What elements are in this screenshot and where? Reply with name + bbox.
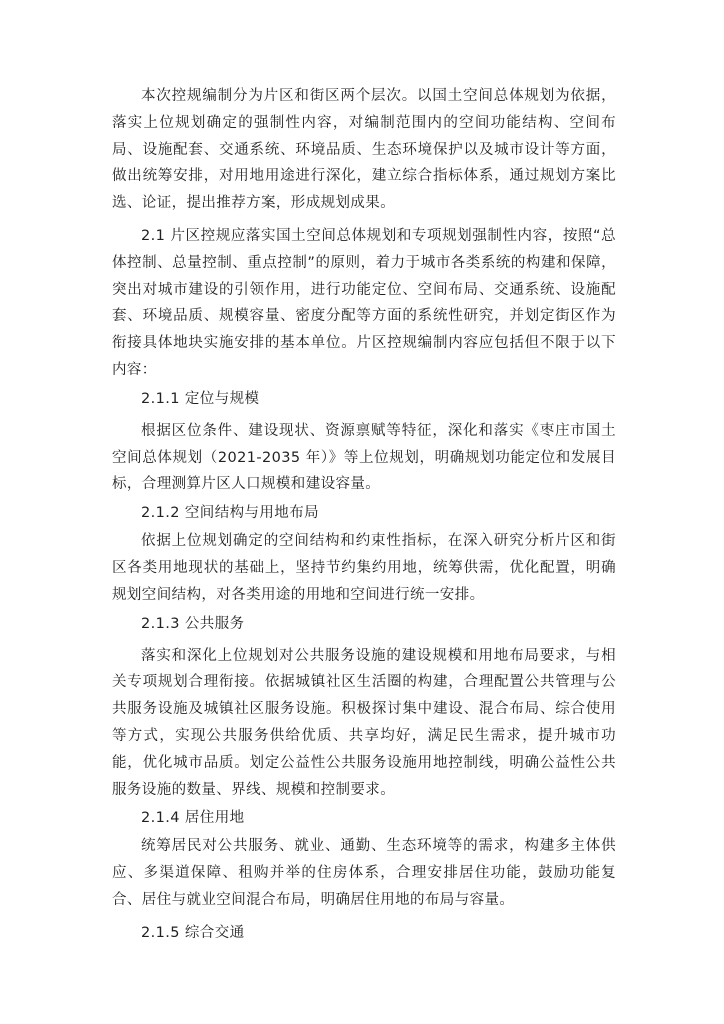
- section-heading-2-1-3: 2.1.3 公共服务: [141, 615, 245, 632]
- section-heading-2-1-2: 2.1.2 空间结构与用地布局: [141, 505, 320, 522]
- section-heading-2-1-1: 2.1.1 定位与规模: [141, 390, 260, 407]
- intro-paragraph: 本次控规编制分为片区和街区两个层次。以国土空间总体规划为依据，落实上位规划确定的强制性内容，对编制范围内的空间功能结构、空间布局、设施配套、交通系统、环境品质、生态环境保护以及城市设计等方面，做出统筹安排，对用地用途进行深化，建立综合指标体系，通过规划方案比选、论证，提出推荐方案，形成规划成果。: [112, 88, 616, 212]
- section-body-2-1-1: 根据区位条件、建设现状、资源禀赋等特征，深化和落实《枣庄市国土空间总体规划（2021-2035 年）》等上位规划，明确规划功能定位和发展目标，合理测算片区人口规模和建设容量。: [112, 422, 616, 493]
- section-heading-2-1-4: 2.1.4 居住用地: [141, 810, 245, 827]
- document-body: [112, 83, 616, 948]
- section-body-2-1-4: 统筹居民对公共服务、就业、通勤、生态环境等的需求，构建多主体供应、多渠道保障、租购并举的住房体系，合理安排居住功能，鼓励功能复合、居住与就业空间混合布局，明确居住用地的布局与容量。: [112, 838, 616, 908]
- section-2-1-paragraph: 2.1 片区控规应落实国土空间总体规划和专项规划强制性内容，按照“总体控制、总量控制、重点控制”的原则，着力于城市各类系统的构建和保障，突出对城市建设的引领作用，进行功能定位、空间布局、交通系统、设施配套、环境品质、规模容量、密度分配等方面的系统性研究，并划定街区作为衔接具体地块实施安排的基本单位。片区控规编制内容应包括但不限于以下内容：: [112, 227, 616, 378]
- section-body-2-1-2: 依据上位规划确定的空间结构和约束性指标，在深入研究分析片区和街区各类用地现状的基础上，坚持节约集约用地，统筹供需，优化配置，明确规划空间结构，对各类用途的用地和空间进行统一安排。: [112, 533, 616, 603]
- section-heading-2-1-5: 2.1.5 综合交通: [141, 924, 245, 941]
- section-body-2-1-3: 落实和深化上位规划对公共服务设施的建设规模和用地布局要求，与相关专项规划合理衔接。依据城镇社区生活圈的构建，合理配置公共管理与公共服务设施及城镇社区服务设施。积极探讨集中建设、混合布局、综合使用等方式，实现公共服务供给优质、共享均好，满足民生需求，提升城市功能，优化城市品质。划定公益性公共服务设施用地控制线，明确公益性公共服务设施的数量、界线、规模和控制要求。: [112, 647, 616, 798]
